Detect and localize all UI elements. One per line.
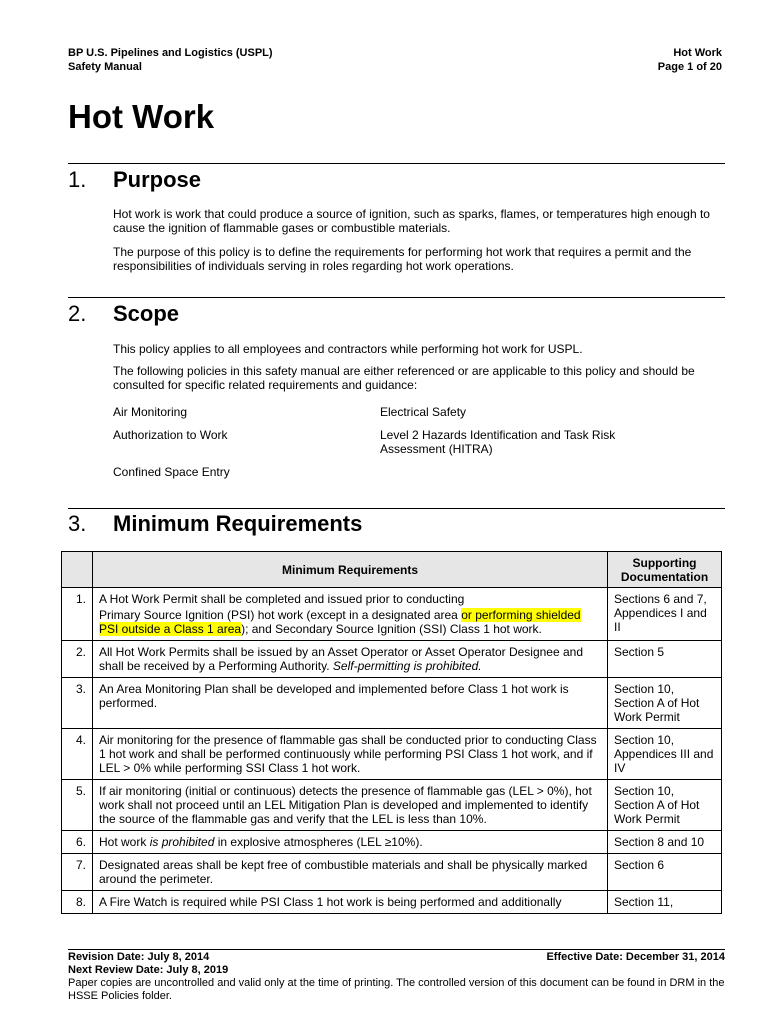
footer-note: Paper copies are uncontrolled and valid only at the time of printing. The controlled version of this document can be found in DRM in the HSSE Policies folder. (68, 977, 725, 1002)
row-documentation: Section 10, Section A of Hot Work Permit (608, 780, 722, 831)
row-documentation: Section 10, Appendices III and IV (608, 729, 722, 780)
next-review-date: Next Review Date: July 8, 2019 (68, 964, 229, 976)
effective-date: Effective Date: December 31, 2014 (546, 951, 725, 963)
highlighted-text: or performing shielded PSI outside a Class 1 area (99, 608, 581, 636)
requirement-text: A Hot Work Permit shall be completed and issued prior to conducting (99, 592, 465, 606)
header-page-number: Page 1 of 20 (657, 61, 722, 73)
row-number: 3. (62, 678, 93, 729)
row-documentation: Section 5 (608, 641, 722, 678)
section-divider (68, 508, 725, 509)
table-row (62, 588, 722, 641)
requirement-text-continued: Primary Source Ignition (PSI) hot work (except in a designated area or performing shielded PSI outside a Class 1 area); and Secondary Source Ignition (SSI) Class 1 hot work. (99, 608, 581, 636)
table-header-documentation: Supporting Documentation (608, 552, 722, 588)
row-requirement: If air monitoring (initial or continuous) detects the presence of flammable gas (LEL > 0%), hot work shall not proceed until an LEL Mitigation Plan is developed and implemented to identify the source of the flammable gas and verify that the LEL is less than 10%. (93, 780, 608, 831)
table-row (62, 854, 722, 891)
policy-reference: Level 2 Hazards Identification and Task Risk Assessment (HITRA) (380, 428, 616, 456)
section-title-scope: Scope (113, 301, 180, 326)
row-documentation: Section 11, (608, 891, 722, 914)
table-row (62, 678, 722, 729)
policy-reference: Electrical Safety (380, 405, 467, 419)
row-number: 2. (62, 641, 93, 678)
row-requirement: All Hot Work Permits shall be issued by an Asset Operator or Asset Operator Designee and shall be received by a Performing Authority. Self-permitting is prohibited. (93, 641, 608, 678)
row-documentation: Section 10, Section A of Hot Work Permit (608, 678, 722, 729)
emphasis-text: is prohibited (149, 835, 215, 849)
table-header-number (62, 552, 93, 588)
row-number: 5. (62, 780, 93, 831)
footer-divider (68, 949, 725, 950)
revision-date: Revision Date: July 8, 2014 (68, 951, 210, 963)
section-number: 1. (68, 167, 87, 192)
header-doc-title: Hot Work (673, 47, 722, 59)
row-requirement: Hot work is prohibited in explosive atmospheres (LEL ≥10%). (93, 831, 608, 854)
row-number: 1. (62, 588, 93, 641)
header-manual: Safety Manual (68, 61, 142, 73)
requirements-table (61, 551, 722, 914)
table-header-row (62, 552, 722, 588)
section-title-minimum-requirements: Minimum Requirements (113, 511, 363, 536)
row-documentation: Sections 6 and 7, Appendices I and II (608, 588, 722, 641)
page-title: Hot Work (68, 98, 215, 135)
row-requirement: Air monitoring for the presence of flammable gas shall be conducted prior to conducting Class 1 hot work and shall be performed continuously while performing PSI Class 1 hot work, and if LEL > 0% while performing SSI Class 1 hot work. (93, 729, 608, 780)
scope-paragraph-2: The following policies in this safety manual are either referenced or are applicable to this policy and should be consulted for specific related requirements and guidance: (113, 364, 695, 392)
section-divider (68, 297, 725, 298)
table-row (62, 891, 722, 914)
header-org: BP U.S. Pipelines and Logistics (USPL) (68, 47, 273, 59)
section-number: 2. (68, 301, 87, 326)
table-row (62, 780, 722, 831)
row-documentation: Section 8 and 10 (608, 831, 722, 854)
table-row (62, 641, 722, 678)
row-number: 6. (62, 831, 93, 854)
table-row (62, 831, 722, 854)
table-header-requirements: Minimum Requirements (93, 552, 608, 588)
emphasis-text: Self-permitting is prohibited. (332, 659, 482, 673)
row-number: 8. (62, 891, 93, 914)
purpose-paragraph-2: The purpose of this policy is to define the requirements for performing hot work that requires a permit and the responsibilities of individuals serving in roles regarding hot work operations. (113, 245, 692, 273)
row-requirement (93, 588, 608, 641)
policy-reference: Confined Space Entry (113, 465, 230, 479)
purpose-paragraph-1: Hot work is work that could produce a source of ignition, such as sparks, flames, or temperatures high enough to cause the ignition of flammable gases or combustible materials. (113, 207, 710, 235)
row-number: 4. (62, 729, 93, 780)
section-number: 3. (68, 511, 87, 536)
policy-reference: Authorization to Work (113, 428, 228, 442)
policy-reference: Air Monitoring (113, 405, 188, 419)
section-title-purpose: Purpose (113, 167, 202, 192)
row-requirement: An Area Monitoring Plan shall be developed and implemented before Class 1 hot work is performed. (93, 678, 608, 729)
row-documentation: Section 6 (608, 854, 722, 891)
section-divider (68, 163, 725, 164)
scope-paragraph-1: This policy applies to all employees and contractors while performing hot work for USPL. (113, 342, 583, 356)
row-requirement: Designated areas shall be kept free of combustible materials and shall be physically marked around the perimeter. (93, 854, 608, 891)
row-requirement: A Fire Watch is required while PSI Class 1 hot work is being performed and additionally (93, 891, 608, 914)
row-number: 7. (62, 854, 93, 891)
table-row (62, 729, 722, 780)
